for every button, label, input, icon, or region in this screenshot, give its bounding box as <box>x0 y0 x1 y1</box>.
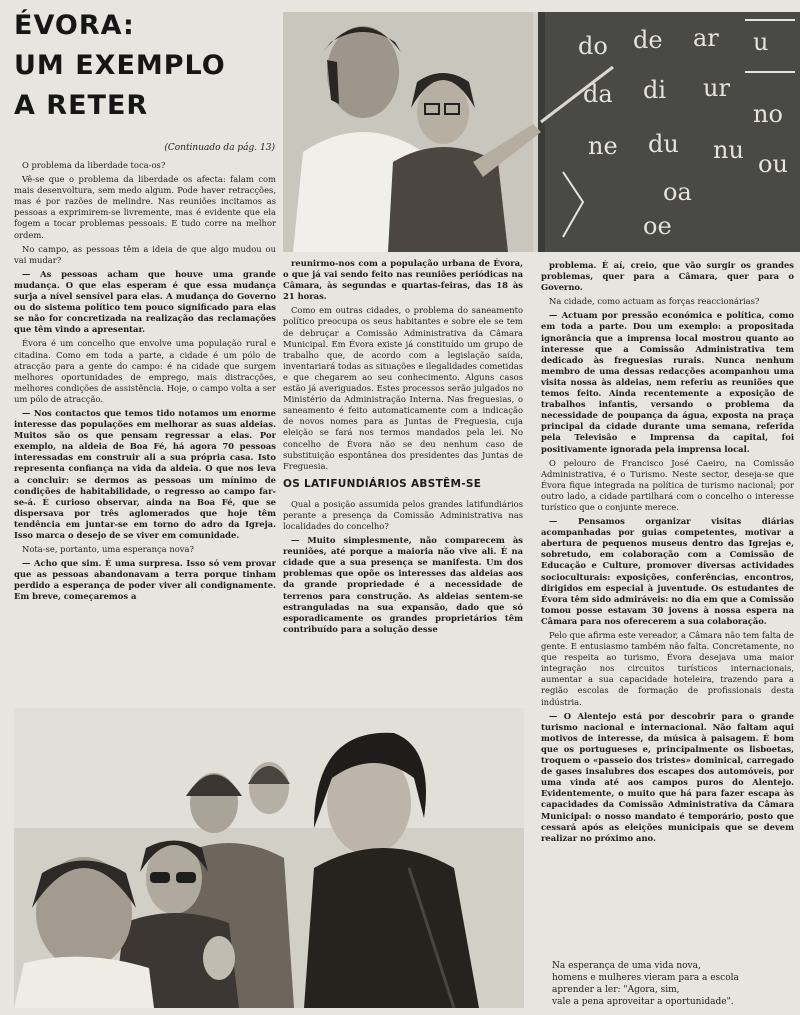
blackboard-word: do <box>578 32 608 60</box>
blackboard-word: de <box>633 26 663 54</box>
paragraph: Évora é um concelho que envolve uma população rural e citadina. Como em toda a parte, a cidade é um pólo de atracção para a gente do campo: é na cidade que surgem melhores oportunidades de emprego, mais distracções, melhores condições de assistência. Hoje, o campo volta a ser um pólo de atracção. <box>14 338 276 404</box>
paragraph: Nota-se, portanto, uma esperança nova? <box>22 544 194 555</box>
blackboard-word: ur <box>703 74 730 102</box>
blackboard-word: ar <box>693 24 719 52</box>
paragraph: Qual a posição assumida pelos grandes latifundiários perante a presença da Comissão Administrativa nas localidades do concelho? <box>283 498 523 531</box>
blackboard-word: nu <box>713 136 744 164</box>
blackboard-word: oa <box>663 178 692 206</box>
paragraph: No campo, as pessoas têm a ideia de que algo mudou ou vai mudar? <box>14 243 276 265</box>
subheading: OS LATIFUNDIÁRIOS ABSTÊM-SE <box>283 477 482 490</box>
paragraph: Como em outras cidades, o problema do saneamento político preocupa os seus habitantes e sobre ele se tem de debruçar a Comissão Administrativa da Câmara Municipal. Em Évora existe já constituído um grupo de trabalho que, de acordo com a legislação saída, inventariará todas as situações e ilegalidades cometidas e que chegarem ao seu conhecimento. Alguns casos estão já averiguados. Estes processos serão julgados no Ministério da Administração Interna. Nas freguesias, o saneamento é feito automaticamente com a indicação de novos nomes para as Juntas de Freguesia, cuja eleição se fará nos termos mandados pela lei. No concelho de Évora não se deu nenhum caso de substituição espontânea dos presidentes das Juntas de Freguesia. <box>283 305 523 471</box>
paragraph: O problema da liberdade toca-os? <box>22 160 166 170</box>
caption-line: homens e mulheres vieram para a escola <box>552 973 739 983</box>
paragraph: — Actuam por pressão económica e política, como em toda a parte. Dou um exemplo: a propositada ignorância que a imprensa local mostrou quanto ao interesse que a Comissão Administrativa tem dedicado às freguesias rurais. Nunca nenhum membro de uma dessas redacções acompanhou uma visita nossa às aldeias, nem referiu as reuniões que temos feito. Ainda recentemente a exposição de trabalhos infantis, versando o problema da necessidade de poupança da água, exposta na praça principal da cidade durante uma semana, referida pela Televisão e Imprensa da capital, foi positivamente ignorada pela imprensa local. <box>541 310 794 454</box>
caption-line: vale a pena aproveitar a oportunidade". <box>552 997 734 1007</box>
photo-caption <box>552 960 792 1008</box>
blackboard-word: u <box>753 28 769 56</box>
paragraph: — Muito simplesmente, não comparecem às reuniões, até porque a maioria não vive ali. É na cidade que a sua presença se manifesta. Um dos problemas que opõe os interesses das aldeias aos da grande propriedade é a necessidade de terrenos para construção. As aldeias sentem-se estranguladas na sua expansão, dado que só esporadicamente os grandes proprietários têm contribuído para a solução desse <box>283 535 523 634</box>
article-column-2 <box>283 258 523 704</box>
paragraph: O pelouro de Francisco José Caeiro, na Comissão Administrativa, é o Turismo. Neste sector, deseja-se que Évora fique integrada na política de turismo nacional; por outro lado, a cidade partilhará com o concelho o interesse turístico que o conjunte merece. <box>541 457 794 512</box>
blackboard-word: oe <box>643 212 672 240</box>
blackboard-word: da <box>583 80 613 108</box>
caption-line: Na esperança de uma vida nova, <box>552 961 701 971</box>
article-column-3 <box>541 260 794 960</box>
headline-line-3: A RETER <box>14 90 149 121</box>
blackboard-word: di <box>643 76 667 104</box>
classroom-photo <box>283 12 800 252</box>
headline <box>14 6 274 126</box>
blackboard-word: no <box>753 100 783 128</box>
paragraph: Pelo que afirma este vereador, a Câmara não tem falta de gente. E entusiasmo também não falta. Concretamente, no que respeita ao turismo, Évora desejava uma maior integração nos circuitos turísticos internacionais, aumentar a sua capacidade hoteleira, trazendo para a região escolas de formação de profissionais desta indústria. <box>541 630 794 707</box>
headline-line-1: ÉVORA: <box>14 10 135 41</box>
headline-line-2: UM EXEMPLO <box>14 50 226 81</box>
paragraph: — As pessoas acham que houve uma grande mudança. O que elas esperam é que essa mudança surja a nível sensível para elas. A mudança do Governo ou do sistema político tem pouco significado para elas se não for concretizada na realização das reclamações que têm vindo a apresentar. <box>14 268 276 335</box>
caption-line: aprender a ler: "Agora, sim, <box>552 985 680 995</box>
paragraph: reunirmo-nos com a população urbana de Évora, o que já vai sendo feito nas reuniões periódicas na Câmara, às segundas e quartas-feiras, das 18 às 21 horas. <box>283 258 523 302</box>
paragraph: — O Alentejo está por descobrir para o grande turismo nacional e internacional. Não faltam aqui motivos de interesse, da música à paisagem. É bom que os portugueses e, principalmente os lisboetas, troquem o «passeio dos tristes» dominical, carregado de gases insalubres dos escapes dos automóveis, por uma vinda até aos campos puros do Alentejo. Evidentemente, o muito que há para fazer escapa às capacidades da Comissão Administrativa da Câmara Municipal: o nosso mandato é temporário, posto que cessará após as eleições municipais que se devem realizar no próximo ano. <box>541 710 794 843</box>
women-group-photo <box>14 708 524 1008</box>
paragraph: — Nos contactos que temos tido notamos um enorme interesse das populações em melhorar as suas aldeias. Muitos são os que pensam regressar a elas. Por exemplo, na aldeia de Boa Fé, há agora 70 pessoas interessadas em construir ali a sua própria casa. Isto representa confiança na vida da aldeia. O que nos leva a concluir: se dermos as pessoas um mínimo de condições de habitabilidade, o regresso ao campo far-se-á. É curioso observar, ainda na Boa Fé, que se dispersava por três aglomerados que hoje têm tendência em juntar-se em torno do adro da Igreja. Isso marca o desejo de se viver em comunidade. <box>14 407 276 540</box>
article-column-1 <box>14 160 276 697</box>
paragraph: — Acho que sim. É uma surpresa. Isso só vem provar que as pessoas abandonavam a terra porque tinham perdido a esperança de poder viver ali condignamente. Em breve, começaremos a <box>14 558 276 602</box>
blackboard-word: ne <box>588 132 618 160</box>
paragraph: problema. É aí, creio, que vão surgir os grandes problemas, quer para a Câmara, quer para o Governo. <box>541 260 794 293</box>
blackboard-word: du <box>648 130 679 158</box>
blackboard-word: ou <box>758 150 788 178</box>
continued-note: (Continuado da pág. 13) <box>164 143 275 153</box>
paragraph: Na cidade, como actuam as forças reaccionárias? <box>549 296 760 307</box>
paragraph: Vê-se que o problema da liberdade os afecta: falam com mais desenvoltura, sem medo algum. Pode haver retracções, mas é por razões de melindre. Nas reuniões incitamos as pessoas a exprimirem-se livremente, mas é evidente que ela fogem a tocar problemas pessoais. E tudo corre na melhor ordem. <box>14 174 276 240</box>
paragraph: — Pensamos organizar visitas diárias acompanhadas por guias competentes, motivar a abertura de pequenos museus dentro das Igrejas e, sobretudo, em colaboração com a Comissão de Educação e Culture, promover diversas actividades socioculturais: exposições, conferências, encontros, dirigidos em especial à juventude. Os estudantes de Évora têm sido admiráveis: no dia em que a Comissão tomou posse estavam 30 jovens à nossa espera na Câmara para nos oferecerem a sua colaboração. <box>541 516 794 626</box>
